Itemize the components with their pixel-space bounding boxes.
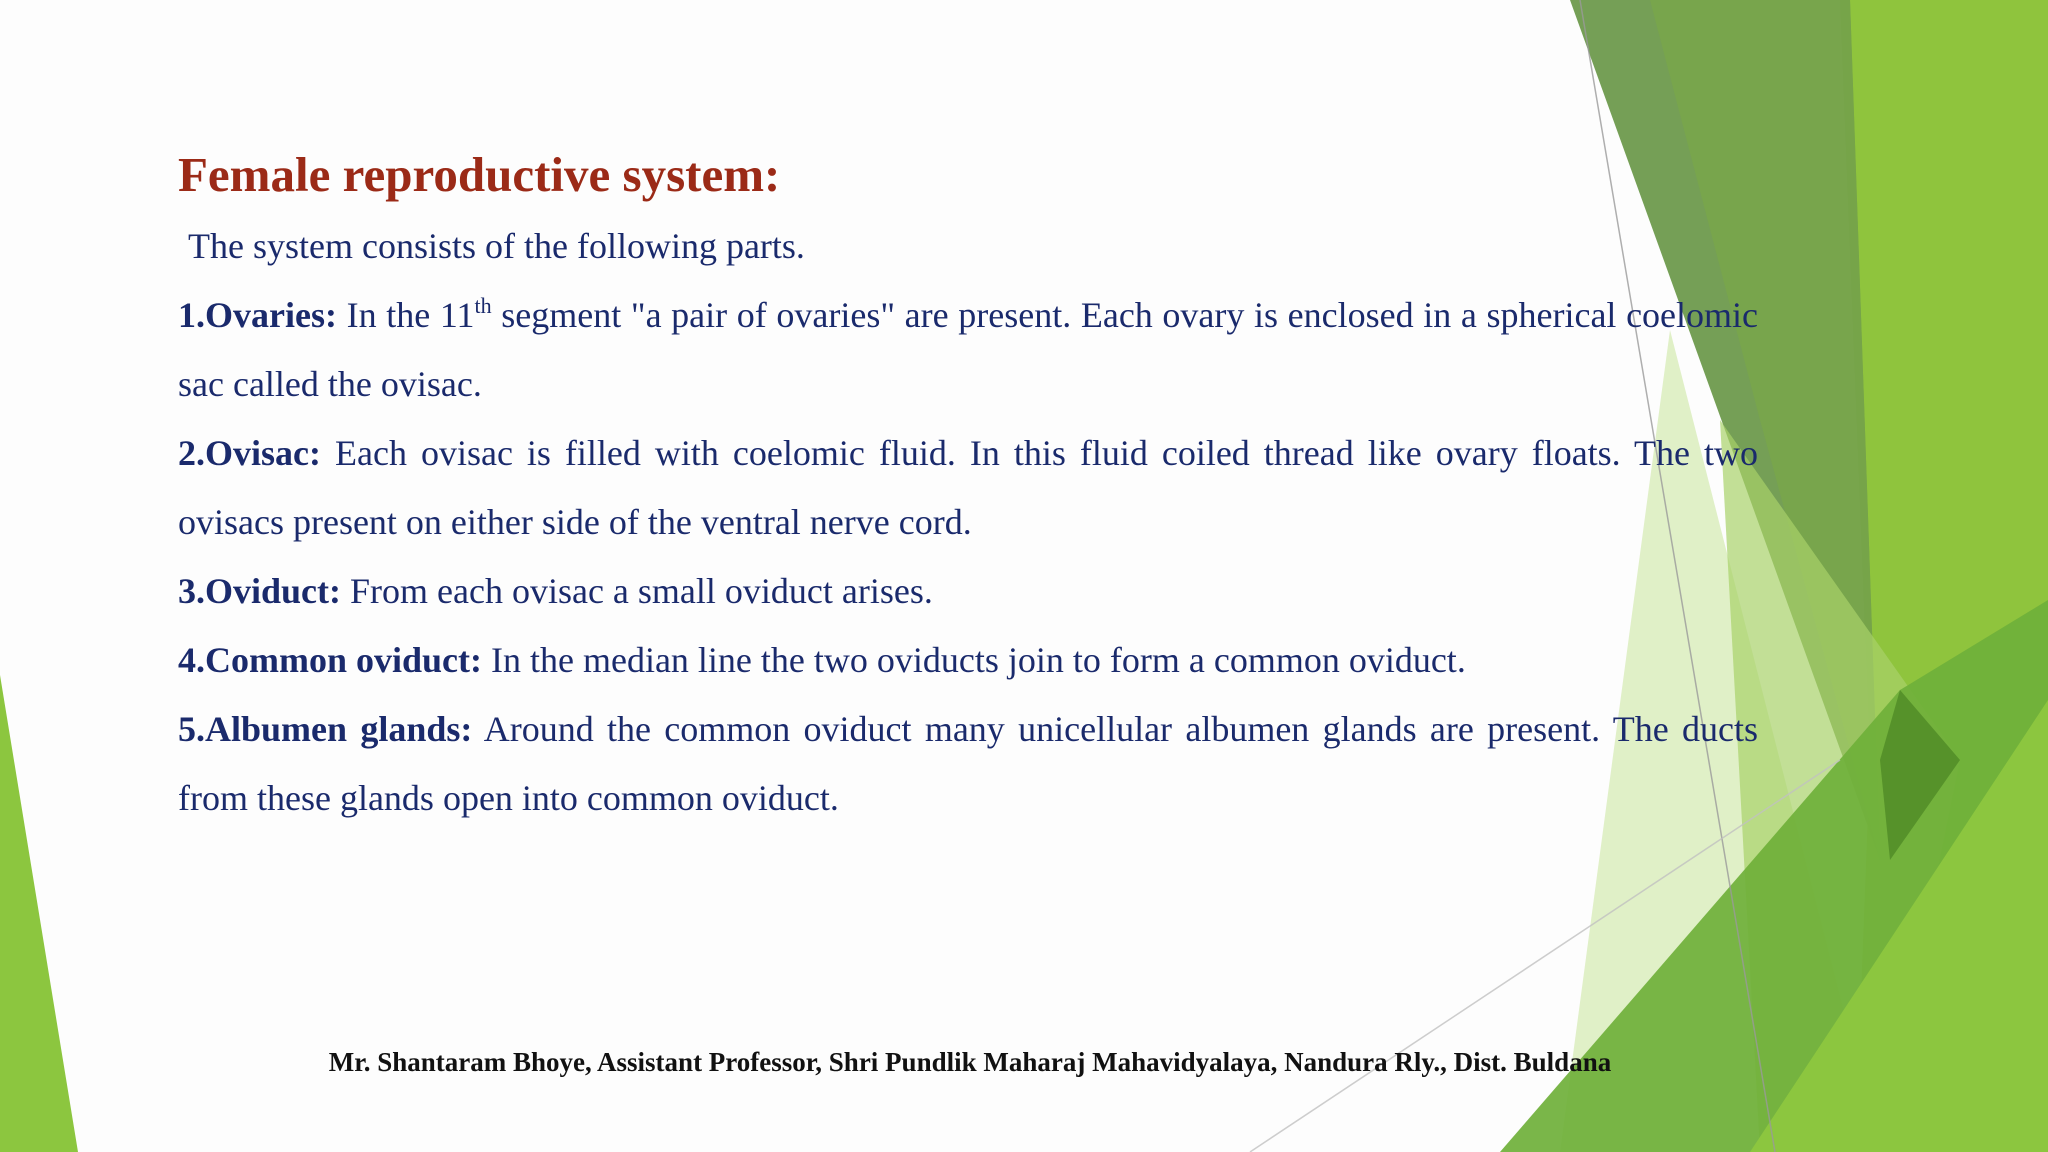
item-label: 5.Albumen glands: [178,709,473,749]
item-ovisac [178,419,1758,557]
item-label: 4.Common oviduct: [178,640,482,680]
item-superscript: th [474,293,492,318]
item-text: Around the common oviduct many unicellular albumen glands are present. The ducts from these glands open into common oviduct. [178,709,1759,818]
item-ovaries [178,281,1758,419]
item-label: 1.Ovaries: [178,295,337,335]
item-text-before: In the 11 [346,295,475,335]
item-albumen-glands [178,695,1758,833]
item-common-oviduct [178,626,1758,695]
slide-title: Female reproductive system: [178,147,781,202]
item-label: 3.Oviduct: [178,571,342,611]
intro-paragraph: The system consists of the following parts. [188,226,805,266]
left-green-sliver [0,675,78,1152]
item-label: 2.Ovisac: [178,433,321,473]
item-text-after: segment "a pair of ovaries" are present. Each ovary is enclosed in a spherical coelomic sac called the ovisac. [178,295,1759,404]
item-text: In the median line the two oviducts join to form a common oviduct. [491,640,1466,680]
slide-body [178,140,1758,833]
item-oviduct [178,557,1758,626]
item-text: Each ovisac is filled with coelomic fluid. In this fluid coiled thread like ovary floats. The two ovisacs present on either side of the ventral nerve cord. [178,433,1759,542]
slide-footer-author: Mr. Shantaram Bhoye, Assistant Professor, Shri Pundlik Maharaj Mahavidyalaya, Nandura Rly., Dist. Buldana [328,1047,1612,1077]
item-text: From each ovisac a small oviduct arises. [350,571,933,611]
